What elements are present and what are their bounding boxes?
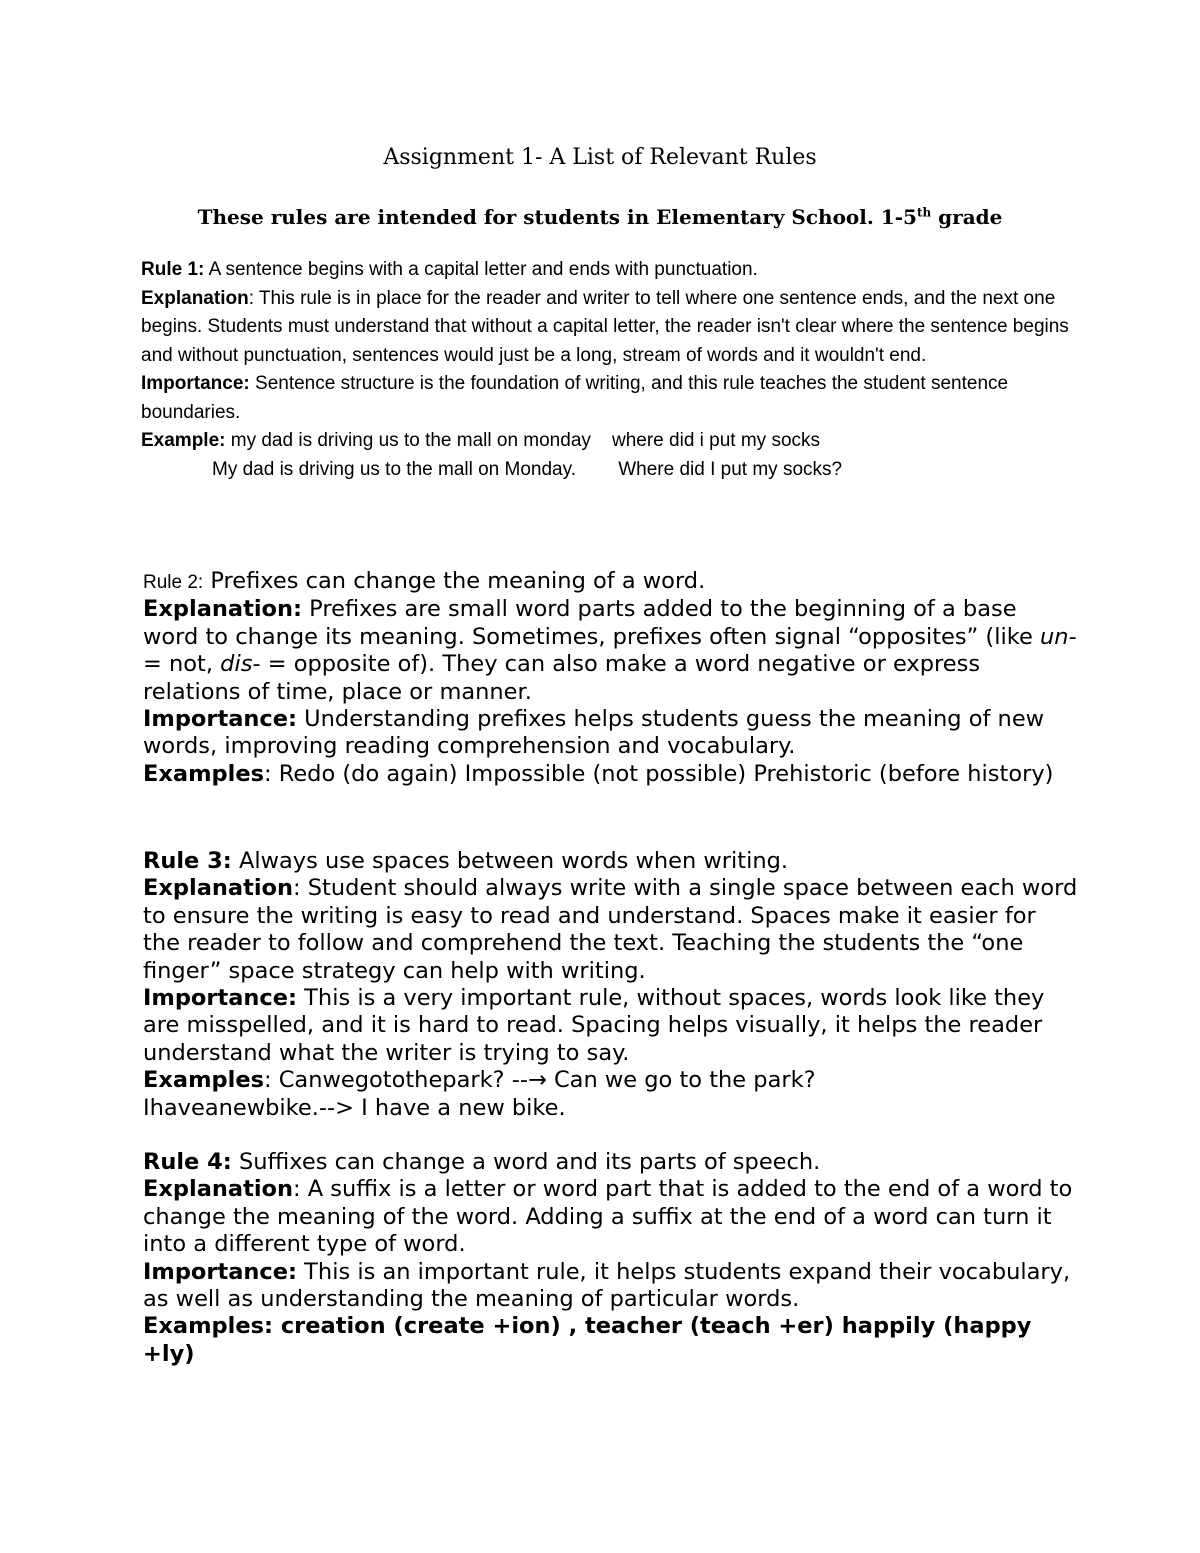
rule-3-explanation: [143, 875, 1078, 985]
rule-2-examples-label: Examples: [143, 760, 264, 787]
rule-1-statement: [141, 256, 1071, 285]
rule-2-text: Prefixes can change the meaning of a word.: [203, 568, 706, 594]
rule-3-importance: [143, 985, 1078, 1067]
rule-2-explanation-label: Explanation:: [143, 596, 303, 623]
rule-3-section: [143, 848, 1078, 1122]
rule-3-examples-line-2: Ihaveanewbike.--> I have a new bike.: [143, 1094, 566, 1121]
rule-2-importance: [143, 706, 1078, 761]
rule-1-example-line-1: my dad is driving us to the mall on monday where did i put my socks: [225, 430, 821, 451]
rule-2-explanation-text-a: Prefixes are small word parts added to the beginning of a base word to change its meaning. Sometimes, prefixes often signal “opposites” (like: [143, 596, 1040, 650]
rule-1-importance-text: Sentence structure is the foundation of writing, and this rule teaches the student sentence boundaries.: [141, 373, 1009, 423]
rule-4-section: [143, 1149, 1078, 1368]
rule-2-explanation-text-c: = opposite of). They can also make a word negative or express relations of time, place or manner.: [143, 651, 981, 705]
rule-4-statement: [143, 1149, 1078, 1176]
rule-1-explanation-label: Explanation: [141, 287, 249, 309]
rule-4-importance: [143, 1259, 1078, 1314]
rule-4-importance-label: Importance:: [143, 1258, 298, 1285]
rule-4-text: Suffixes can change a word and its parts of speech.: [231, 1149, 821, 1175]
rule-1-explanation: [141, 285, 1071, 371]
rule-3-explanation-text: : Student should always write with a single space between each word to ensure the writing is easy to read and understand. Spaces make it easier for the reader to follow and comprehend the text. Teaching the students the “one finger” space strategy can help with writing.: [143, 875, 1078, 984]
subtitle-text: These rules are intended for students in Elementary School. 1-5: [197, 205, 917, 229]
rule-1-text: A sentence begins with a capital letter and ends with punctuation.: [204, 259, 758, 280]
document-subtitle: [0, 203, 1200, 231]
rule-2-label: Rule 2:: [143, 572, 204, 593]
rule-3-examples-label: Examples: [143, 1067, 264, 1094]
rule-3-text: Always use spaces between words when writing.: [231, 848, 789, 874]
rule-2-examples-text: : Redo (do again) Impossible (not possible) Prehistoric (before history): [263, 760, 1054, 787]
rule-3-examples-line-1: : Canwegotothepark? --→ Can we go to the park?: [263, 1067, 816, 1094]
rule-2-importance-label: Importance:: [143, 706, 298, 733]
rule-1-explanation-text: : This rule is in place for the reader and writer to tell where one sentence ends, and the next one begins. Students must understand that without a capital letter, the reader isn't clear where the sentence begins and without punctuation, sentences would just be a long, stream of words and it wouldn't end.: [141, 287, 1069, 366]
rule-1-section: [141, 256, 1071, 484]
rule-3-explanation-label: Explanation: [143, 875, 294, 902]
subtitle-suffix: grade: [931, 205, 1003, 229]
rule-1-importance-label: Importance:: [141, 373, 250, 394]
rule-2-section: [143, 568, 1078, 788]
rule-3-statement: [143, 848, 1078, 875]
rule-2-explanation: [143, 596, 1078, 706]
rule-4-importance-text: This is an important rule, it helps students expand their vocabulary, as well as understanding the meaning of particular words.: [143, 1258, 1071, 1313]
rule-2-prefix-un: un-: [1039, 623, 1077, 650]
rule-4-label: Rule 4:: [143, 1149, 232, 1175]
rule-2-statement: [143, 568, 1078, 596]
rule-2-importance-text: Understanding prefixes helps students guess the meaning of new words, improving reading comprehension and vocabulary.: [143, 706, 1045, 760]
rule-3-examples: [143, 1067, 1078, 1094]
rule-4-explanation: [143, 1176, 1078, 1258]
rule-3-importance-label: Importance:: [143, 985, 298, 1012]
subtitle-superscript: th: [916, 205, 932, 220]
document-title: Assignment 1- A List of Relevant Rules: [383, 145, 817, 170]
rule-1-label: Rule 1:: [141, 259, 205, 280]
rule-1-example-label: Example:: [141, 430, 226, 451]
rule-3-importance-text: This is a very important rule, without spaces, words look like they are misspelled, and it is hard to read. Spacing helps visually, it helps the reader understand what the writer is trying to say.: [143, 985, 1045, 1066]
rule-2-examples: [143, 761, 1078, 788]
rule-2-prefix-dis: dis-: [220, 651, 261, 678]
rule-1-example-line-2: My dad is driving us to the mall on Monday. Where did I put my socks?: [212, 458, 843, 480]
rule-3-label: Rule 3:: [143, 848, 232, 874]
rule-1-importance: [141, 370, 1071, 427]
rule-4-explanation-text: : A suffix is a letter or word part that is added to the end of a word to change the meaning of the word. Adding a suffix at the end of a word can turn it into a different type of word.: [143, 1176, 1073, 1258]
rule-2-explanation-text-b: = not,: [143, 651, 221, 678]
rule-1-example: [141, 427, 1071, 456]
rule-4-examples: Examples: creation (create +ion) , teacher (teach +er) happily (happy +ly): [143, 1313, 1032, 1367]
rule-4-explanation-label: Explanation: [143, 1176, 294, 1203]
